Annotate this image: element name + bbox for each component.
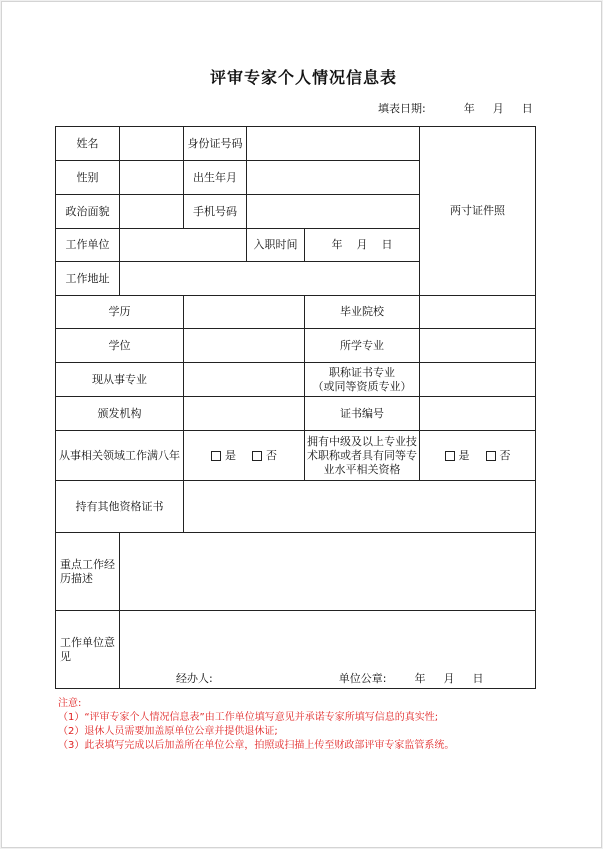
phone-label: 手机号码 [183,194,247,229]
fill-date [378,100,533,116]
other-certs-input[interactable] [183,480,536,533]
yes-label: 是 [225,448,236,462]
name-label: 姓名 [55,126,120,161]
current-major-label: 现从事专业 [55,362,184,397]
no-label: 否 [499,448,511,462]
photo-box[interactable]: 两寸证件照 [419,126,536,296]
fill-date-day: 日 [521,102,533,115]
issuer-label: 颁发机构 [55,396,184,431]
birth-label: 出生年月 [183,160,247,195]
sign-year: 年 [414,672,426,685]
work-address-input[interactable] [119,261,420,296]
birth-input[interactable] [246,160,420,195]
note-item: （1）“评审专家个人情况信息表”由工作单位填写意见并承诺专家所填写信息的真实性; [58,712,439,723]
checkbox-icon[interactable] [445,451,455,461]
yes-label: 是 [458,448,470,462]
work-unit-label: 工作单位 [55,228,120,262]
cert-no-label: 证书编号 [304,396,420,431]
gender-label: 性别 [55,160,120,195]
work-unit-input[interactable] [119,228,247,262]
no-label: 否 [266,448,277,462]
sign-day: 日 [472,672,484,685]
issuer-input[interactable] [183,396,305,431]
fill-date-year: 年 [463,102,475,115]
title-major-input[interactable] [419,362,536,397]
unit-opinion-label: 工作单位意见 [55,610,120,689]
political-label: 政治面貌 [55,194,120,229]
experience-yes-option[interactable] [211,449,236,463]
fill-date-label: 填表日期: [378,102,426,115]
page-title: 评审专家个人情况信息表 [209,68,397,87]
unit-opinion-input[interactable] [119,610,536,689]
education-label: 学历 [55,295,184,329]
school-input[interactable] [419,295,536,329]
handler-label: 经办人: [176,672,213,685]
senior-yes-option[interactable] [445,449,470,463]
notes-head: 注意: [58,698,82,709]
checkbox-icon[interactable] [486,451,496,461]
work-history-input[interactable] [119,532,536,611]
title-major-line2: （或同等资质专业） [312,379,412,393]
degree-input[interactable] [183,328,305,363]
entry-month: 月 [356,238,368,251]
entry-time-label: 入职时间 [246,228,305,262]
work-address-label: 工作地址 [55,261,120,296]
entry-year: 年 [331,238,343,251]
major-label: 所学专业 [304,328,420,363]
sign-month: 月 [443,672,455,685]
unit-seal-label: 单位公章: [338,672,387,685]
fill-date-month: 月 [492,102,504,115]
experience-no-option[interactable] [252,449,277,463]
current-major-input[interactable] [183,362,305,397]
note-item: （2）退休人员需要加盖原单位公章并提供退休证; [58,726,278,737]
major-input[interactable] [419,328,536,363]
senior-title-label: 拥有中级及以上专业技术职称或者具有同等专业水平相关资格 [304,430,420,481]
senior-title-options [419,430,536,481]
senior-no-option[interactable] [486,449,511,463]
cert-no-input[interactable] [419,396,536,431]
form-page [1,1,602,848]
notes-section [58,697,558,753]
education-input[interactable] [183,295,305,329]
checkbox-icon[interactable] [211,451,221,461]
entry-day: 日 [381,238,393,251]
checkbox-icon[interactable] [252,451,262,461]
political-input[interactable] [119,194,184,229]
work-history-label: 重点工作经历描述 [55,532,120,611]
experience-8yr-label: 从事相关领域工作满八年 [55,430,184,481]
note-item: （3）此表填写完成以后加盖所在单位公章，拍照或扫描上传至财政部评审专家监管系统。 [58,740,455,751]
name-input[interactable] [119,126,184,161]
gender-input[interactable] [119,160,184,195]
school-label: 毕业院校 [304,295,420,329]
title-major-line1: 职称证书专业 [329,365,395,379]
degree-label: 学位 [55,328,184,363]
title-major-label [304,362,420,397]
phone-input[interactable] [246,194,420,229]
experience-8yr-options [183,430,305,481]
entry-time-input[interactable] [304,228,420,262]
other-certs-label: 持有其他资格证书 [55,480,184,533]
id-number-label: 身份证号码 [183,126,247,161]
id-number-input[interactable] [246,126,420,161]
